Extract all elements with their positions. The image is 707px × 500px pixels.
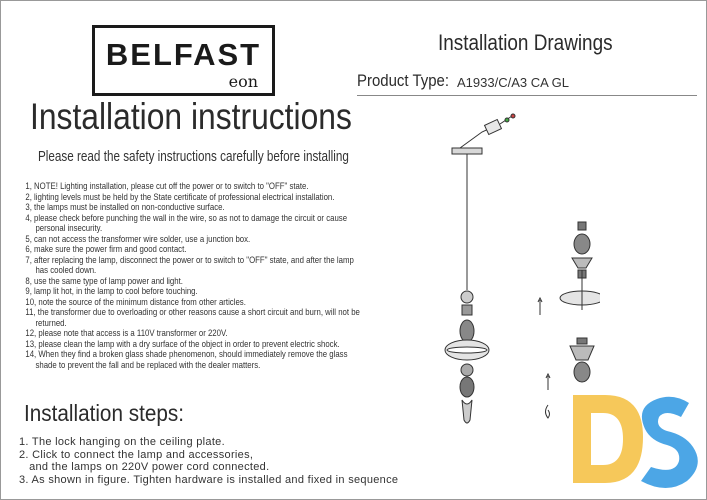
brand-name: BELFAST bbox=[105, 37, 262, 72]
page-title: Installation instructions bbox=[30, 96, 352, 137]
list-item: 13, please clean the lamp with a dry surface of the object in order to prevent electric shock. bbox=[25, 338, 340, 349]
list-item: 12, please note that access is a 110V transformer or 220V. bbox=[25, 328, 228, 338]
installation-steps-list bbox=[19, 436, 398, 486]
list-item: 2, lighting levels must be held by the State certificate of professional electrical installation. bbox=[25, 191, 335, 202]
product-type bbox=[357, 71, 570, 91]
steps-title: Installation steps: bbox=[24, 400, 184, 426]
list-item: and the lamps on 220V power cord connected. bbox=[19, 461, 270, 473]
brand-logo bbox=[92, 25, 275, 96]
brand-sub: eon bbox=[228, 72, 258, 91]
list-item: 8, use the same type of lamp power and light. bbox=[25, 275, 183, 286]
product-type-value: A1933/C/A3 CA GL bbox=[457, 75, 570, 90]
list-item: 14, When they find a broken glass shade phenomenon, should immediately remove the glass shade to prevent the fall and be replaced with the dealer matters. bbox=[25, 349, 348, 370]
list-item: 7, after replacing the lamp, disconnect the power or to switch to "OFF" state, and after the lamp has cooled down. bbox=[25, 254, 354, 275]
list-item: 2. Click to connect the lamp and accessories, bbox=[19, 448, 254, 461]
drawings-title: Installation Drawings bbox=[438, 30, 613, 55]
list-item: 10, note the source of the minimum distance from other articles. bbox=[25, 296, 246, 307]
list-item: 3, the lamps must be installed on non-conductive surface. bbox=[25, 202, 225, 212]
list-item: 4, please check before punching the wall in the wire, so as not to damage the circuit or cause personal insecurity. bbox=[25, 212, 348, 233]
page-subtitle: Please read the safety instructions carefully before installing bbox=[38, 148, 349, 165]
list-item: 1. The lock hanging on the ceiling plate. bbox=[19, 436, 225, 448]
product-type-label: Product Type: bbox=[357, 71, 450, 90]
list-item: 9, lamp lit hot, in the lamp to cool before touching. bbox=[25, 286, 198, 296]
ds-logo-icon bbox=[563, 385, 703, 497]
list-item: 3. As shown in figure. Tighten hardware is installed and fixed in sequence bbox=[19, 473, 399, 486]
divider bbox=[357, 95, 697, 96]
list-item: 5, can not access the transformer wire solder, use a junction box. bbox=[25, 233, 251, 244]
list-item: 11, the transformer due to overloading or other reasons cause a short circuit and burn, will not be returned. bbox=[25, 307, 360, 328]
safety-notes-list bbox=[22, 181, 362, 370]
list-item: 6, make sure the power firm and good contact. bbox=[25, 244, 187, 254]
list-item: 1, NOTE! Lighting installation, please cut off the power or to switch to "OFF" state. bbox=[25, 181, 309, 191]
